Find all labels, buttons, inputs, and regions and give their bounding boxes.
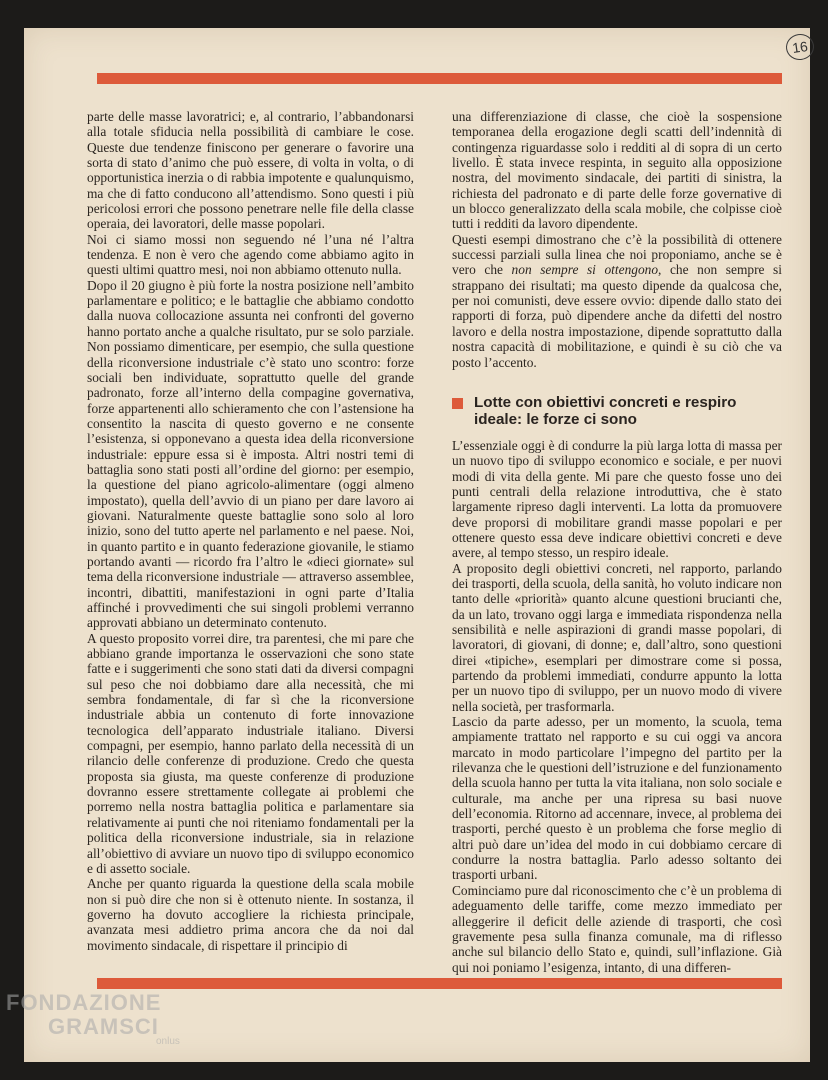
bottom-accent-rule [97, 978, 782, 989]
paragraph: Questi esempi dimostrano che c’è la possibilità di ottenere successi parziali sulla linea che noi proponiamo, anche se è vero che non sempre si ottengono, che non sempre si strappano dei risultati; ma questo dipende da qualcosa che, per noi comunisti, deve essere ovvio: dipende dallo stato dei rapporti di forza, può dipendere anche da difetti del nostro lavoro e della nostra impostazione, dipende soprattutto dalla nostra capacità di mobilitazione, e quindi è su ciò che va posto l’accento. [452, 231, 782, 370]
emphasis-text: non sempre si ottengono [511, 262, 659, 278]
paragraph: A questo proposito vorrei dire, tra parentesi, che mi pare che abbiano grande importanza le osservazioni che sono state fatte e i suggerimenti che sono stati dati da diversi compagni sul peso che noi dobbiamo dare alla necessità, che mi sembra fondamentale, di far sì che la riconversione industriale abbia un contenuto di forte innovazione tecnologica dell’apparato industriale italiano. Diversi compagni, per esempio, hanno parlato della necessità di un rilancio delle conferenze di produzione. Credo che questa proposta sia giusta, ma queste conferenze di produzione dovranno essere strettamente collegate ai problemi che porremo nella nostra battaglia politica e parlamentare sia relativamente ai punti che noi riteniamo fondamentali per la politica della riconversione industriale, sia in relazione all’obiettivo di avviare un nuovo tipo di sviluppo economico e di assetto sociale. [87, 630, 414, 876]
top-accent-rule [97, 73, 782, 84]
paragraph: L’essenziale oggi è di condurre la più larga lotta di massa per un nuovo tipo di sviluppo economico e sociale, e per nuovi modi di vita della gente. Mi pare che questo fosse uno dei punti centrali della relazione introduttiva, che è stato largamente ripreso dagli interventi. La lotta da promuovere deve proporsi di mobilitare grandi masse popolari e per ottenere questo essa deve indicare obiettivi concreti e deve avere, al tempo stesso, un respiro ideale. [452, 437, 782, 561]
paragraph: Cominciamo pure dal riconoscimento che c’è un problema di adeguamento delle tariffe, come mezzo immediato per alleggerire il deficit delle aziende di trasporti, che così gravemente pesa sulla finanza comunale, ma di riflesso anche sul bilancio dello Stato e, quindi, sull’inflazione. Già qui noi poniamo l’esigenza, intanto, di una differen- [452, 882, 782, 975]
section-heading-text: Lotte con obiettivi concreti e respiro ideale: le forze ci sono [474, 393, 737, 428]
page-number: 16 [784, 32, 815, 62]
paragraph: Noi ci siamo mossi non seguendo né l’una né l’altra tendenza. E non è vero che agendo come abbiamo agito in questi ultimi quattro mesi, noi non abbiamo ottenuto nulla. [87, 231, 414, 278]
paragraph: parte delle masse lavoratrici; e, al contrario, l’abbandonarsi alla totale sfiducia nella possibilità di cambiare le cose. Queste due tendenze finiscono per generare o favorire una sorta di stato d’animo che può essere, di volta in volta, o di opportunistica inerzia o di rabbia impotente e qualunquismo, ma che di fatto conducono all’attendismo. Sono questi i più pericolosi errori che possono penetrare nelle file della classe operaia, dei lavoratori, delle masse popolari. [87, 109, 414, 232]
paragraph: Anche per quanto riguarda la questione della scala mobile non si può dire che non si è ottenuto niente. In sostanza, il governo ha dovuto accogliere la richiesta principale, avanzata mesi addietro prima ancora che da noi dal movimento sindacale, di rispettare il principio di [87, 876, 414, 953]
left-column [87, 109, 414, 953]
paragraph: Lascio da parte adesso, per un momento, la scuola, tema ampiamente trattato nel rapporto e su cui oggi va ancora marcato in modo particolare l’impegno del partito per la rilevanza che le questioni dell’istruzione e del funzionamento della scuola hanno per tutta la vita italiana, non solo sociale e culturale, ma anche per una ripresa su basi nuove dell’economia. Ritorno ad accennare, invece, al problema dei trasporti, perché questo è un problema che forse meglio di altri può dare un’idea del modo in cui dobbiamo cercare di condurre la nostra battaglia. Parlo adesso soltanto dei trasporti urbani. [452, 714, 782, 883]
paragraph: Dopo il 20 giugno è più forte la nostra posizione nell’ambito parlamentare e politico; e le battaglie che abbiamo condotto dalla nuova collocazione assunta nei confronti del governo hanno portato anche a qualche risultato, pur se solo parziale. Non possiamo dimenticare, per esempio, che sulla questione della riconversione industriale c’è stato uno scontro: forze sociali ben individuate, soprattutto quelle del grande padronato, forze all’interno della compagine governativa, forze appartenenti allo schieramento che con l’astensione ha consentito la nascita di questo governo e ne consente l’esistenza, si opponevano a questa idea della riconversione industriale: eppure essa si è imposta. Altri nostri temi di battaglia sono stati posti all’ordine del giorno: per esempio, la questione del piano agricolo-alimentare (oggi almeno impostato), quella dell’avvio di un piano per dare lavoro ai giovani. Naturalmente queste battaglie sono solo al loro inizio, sono del tutto aperte nel parlamento e nel paese. Noi, in quanto partito e in quanto federazione giovanile, le stiamo portando avanti — ricordo fra l’altro le «dieci giornate» sul tema della riconversione industriale — attraverso assemblee, incontri, dibattiti, manifestazioni in ogni parte d’Italia affinché i provvedimenti che sui singoli problemi verranno approvati abbiano un determinato contenuto. [87, 277, 414, 631]
paragraph: A proposito degli obiettivi concreti, nel rapporto, parlando dei trasporti, della scuola, della sanità, ho voluto indicare non tanto delle «priorità» quanto alcune questioni brucianti che, da un lato, trovano oggi larga e immediata rispondenza nella sensibilità e nelle aspirazioni di grandi masse popolari, di lavoratori, di giovani, di donne; e, dall’altro, sono questioni direi «tipiche», esemplari per dimostrare come si possa, partendo da problemi immediati, condurre appunto la lotta per un nuovo tipo di sviluppo, per un nuovo modo di vivere nella società, per trasformarla. [452, 560, 782, 714]
watermark-line: onlus [156, 1036, 180, 1047]
archive-watermark [6, 990, 180, 1047]
section-heading [452, 394, 782, 428]
magazine-page [24, 28, 810, 1062]
paragraph: una differenziazione di classe, che cioè la sospensione temporanea della erogazione degli scatti dell’indennità di contingenza riguardasse solo i redditi al di sopra di un certo livello. È stata invece respinta, in seguito alla opposizione nostra, del movimento sindacale, dei partiti di sinistra, la richiesta del padronato e di parte delle forze governative di un blocco generalizzato della scala mobile, che colpisse cioè tutti i redditi da lavoro dipendente. [452, 109, 782, 232]
watermark-line: GRAMSCI [48, 1014, 159, 1039]
square-bullet-icon [452, 398, 463, 409]
watermark-line: FONDAZIONE [6, 990, 162, 1015]
right-column [452, 109, 782, 975]
